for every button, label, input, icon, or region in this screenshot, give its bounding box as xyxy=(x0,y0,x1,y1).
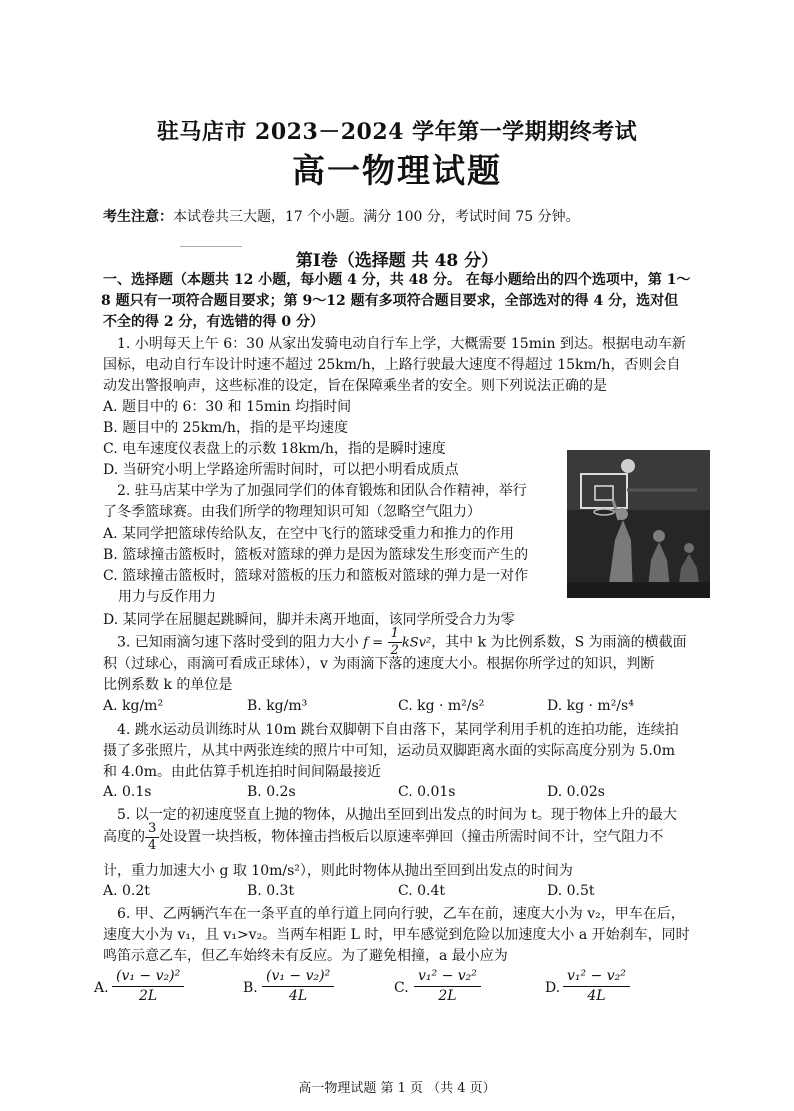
q4-option-c: C. 0.01s xyxy=(398,784,456,800)
fraction-denominator: 4 xyxy=(148,837,157,853)
q1-option-c: C. 电车速度仪表盘上的示数 18km/h，指的是瞬时速度 xyxy=(103,441,446,457)
section-line: 不全的得 2 分，有选错的得 0 分） xyxy=(103,314,324,330)
fraction-denominator: 4L xyxy=(587,988,606,1004)
fraction-numerator: (v₁ − v₂)² xyxy=(262,967,334,987)
q6-option-c-label: C. xyxy=(394,980,409,996)
q3-text: ，其中 k 为比例系数，S 为雨滴的横截面 xyxy=(431,634,687,651)
q3-stem: 积（过球心，雨滴可看成正球体），v 为雨滴下落的速度大小。根据你所学过的知识，判断 xyxy=(103,656,655,672)
q1-stem: 动发出警报响声，这些标准的设定，旨在保障乘坐者的安全。则下列说法正确的是 xyxy=(103,378,607,394)
q2-stem: 2. 驻马店某中学为了加强同学们的体育锻炼和团队合作精神，举行 xyxy=(117,483,527,499)
notice-text: 本试卷共三大题，17 个小题。满分 100 分，考试时间 75 分钟。 xyxy=(173,209,580,225)
section-line: 一、选择题（本题共 12 小题，每小题 4 分，共 48 分。 在每小题给出的四个选项中，第 1～ xyxy=(103,272,691,288)
q6-option-d-label: D. xyxy=(545,980,561,996)
q6-option-d xyxy=(563,967,630,1005)
q6-option-b-label: B. xyxy=(243,980,258,996)
q3-formula: f = xyxy=(363,635,384,651)
fraction-numerator: (v₁ − v₂)² xyxy=(112,967,184,987)
q2-option-d: D. 某同学在屈腿起跳瞬间，脚并未离开地面，该同学所受合力为零 xyxy=(103,612,515,628)
q2-option-a: A. 某同学把篮球传给队友，在空中飞行的篮球受重力和推力的作用 xyxy=(103,526,515,542)
q3-stem: 比例系数 k 的单位是 xyxy=(103,677,233,693)
q6-stem: 6. 甲、乙两辆汽车在一条平直的单行道上同向行驶，乙车在前，速度大小为 v₂，甲车在后， xyxy=(117,906,685,922)
q3-text: 3. 已知雨滴匀速下落时受到的阻力大小 xyxy=(117,634,359,651)
fraction-denominator: 2 xyxy=(390,643,399,658)
q5-option-a: A. 0.2t xyxy=(103,883,150,899)
q2-option-b: B. 篮球撞击篮板时，篮板对篮球的弹力是因为篮球发生形变而产生的 xyxy=(103,547,529,563)
q5-option-b: B. 0.3t xyxy=(247,883,295,899)
basketball-photo xyxy=(567,450,710,598)
q3-option-a: A. kg/m² xyxy=(103,698,164,714)
q3-option-c: C. kg · m²/s² xyxy=(398,698,485,714)
q2-stem: 了冬季篮球赛。由我们所学的物理知识可知（忽略空气阻力） xyxy=(103,504,481,520)
q5-text: 高度的 xyxy=(103,829,145,845)
q4-stem: 和 4.0m。由此估算手机连拍时间间隔最接近 xyxy=(103,764,381,780)
q2-option-c-cont: 用力与反作用力 xyxy=(118,589,216,605)
q1-option-b: B. 题目中的 25km/h，指的是平均速度 xyxy=(103,420,348,436)
fraction-numerator: v₁² − v₂² xyxy=(414,967,481,987)
q5-stem: 计，重力加速大小 g 取 10m/s²），则此时物体从抛出至回到出发点的时间为 xyxy=(103,863,573,879)
fraction-denominator: 2L xyxy=(438,988,457,1004)
q3-option-d: D. kg · m²/s⁴ xyxy=(547,698,634,714)
exam-title: 驻马店市 2023－2024 学年第一学期期终考试 xyxy=(156,119,638,145)
subject-title: 高一物理试题 xyxy=(292,151,502,190)
q5-stem: 5. 以一定的初速度竖直上抛的物体，从抛出至回到出发点的时间为 t。现于物体上升的最大 xyxy=(117,807,677,823)
fraction-denominator: 2L xyxy=(139,988,158,1004)
q6-option-c xyxy=(414,967,481,1005)
q6-option-b xyxy=(262,967,334,1005)
q6-option-a-label: A. xyxy=(94,980,109,996)
q5-stem xyxy=(103,820,663,854)
part-title: 第Ⅰ卷（选择题 共 48 分） xyxy=(295,251,499,271)
notice-label: 考生注意： xyxy=(103,209,173,225)
q4-option-b: B. 0.2s xyxy=(247,784,296,800)
q1-option-a: A. 题目中的 6：30 和 15min 均指时间 xyxy=(103,399,352,415)
q4-stem: 摄了多张照片，从其中两张连续的照片中可知，运动员双脚距离水面的实际高度分别为 5.0m xyxy=(103,743,675,759)
q5-fraction xyxy=(145,821,159,854)
q4-stem: 4. 跳水运动员训练时从 10m 跳台双脚朝下自由落下，某同学利用手机的连拍功能，连续拍 xyxy=(117,722,679,738)
section-instructions xyxy=(103,270,713,333)
q1-stem: 1. 小明每天上午 6：30 从家出发骑电动自行车上学，大概需要 15min 到达。根据电动车新 xyxy=(117,336,686,352)
q5-text: 处设置一块挡板，物体撞击挡板后以原速率弹回（撞击所需时间不计，空气阻力不 xyxy=(159,829,664,845)
q3-option-b: B. kg/m³ xyxy=(247,698,308,714)
fraction-numerator: v₁² − v₂² xyxy=(563,967,630,987)
q4-option-d: D. 0.02s xyxy=(547,784,605,800)
fraction-denominator: 4L xyxy=(289,988,308,1004)
q5-option-c: C. 0.4t xyxy=(398,883,446,899)
q6-stem: 鸣笛示意乙车，但乙车始终未有反应。为了避免相撞，a 最小应为 xyxy=(103,948,508,964)
section-line: 8 题只有一项符合题目要求；第 9～12 题有多项符合题目要求，全部选对的得 4 分，选对但 xyxy=(101,293,679,309)
q4-option-a: A. 0.1s xyxy=(103,784,152,800)
fraction-numerator: 3 xyxy=(145,821,159,838)
q1-stem: 国标，电动自行车设计时速不超过 25km/h，上路行驶最大速度不得超过 15km/h，否则会自 xyxy=(103,357,681,373)
q3-formula: kSv² xyxy=(401,635,432,651)
exam-notice xyxy=(103,206,743,226)
q1-option-d: D. 当研究小明上学路途所需时间时，可以把小明看成质点 xyxy=(103,462,459,478)
fraction-numerator: 1 xyxy=(388,626,402,643)
q6-stem: 速度大小为 v₁，且 v₁>v₂。当两车相距 L 时，甲车感觉到危险以加速度大小 a 开始刹车，同时 xyxy=(103,927,690,943)
q2-option-c: C. 篮球撞击篮板时，篮球对篮板的压力和篮板对篮球的弹力是一对作 xyxy=(103,568,529,584)
q5-option-d: D. 0.5t xyxy=(547,883,595,899)
q6-option-a xyxy=(112,967,184,1005)
page-footer: 高一物理试题 第 1 页 （共 4 页） xyxy=(298,1081,496,1096)
